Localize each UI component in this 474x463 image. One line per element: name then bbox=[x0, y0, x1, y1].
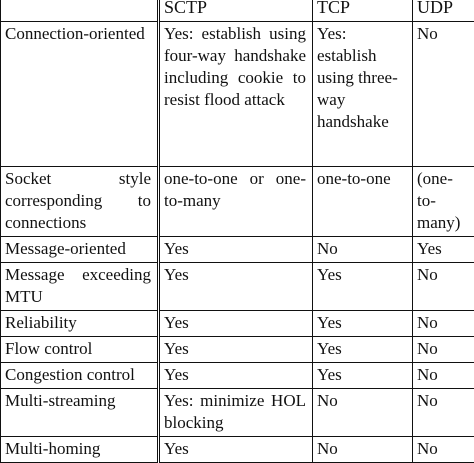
table-row bbox=[1, 263, 474, 311]
tcp-cell: No bbox=[313, 389, 413, 437]
feature-cell: Multi-homing bbox=[1, 437, 159, 463]
feature-cell: Reliability bbox=[1, 311, 159, 337]
sctp-cell: Yes bbox=[159, 263, 313, 311]
table-row bbox=[1, 237, 474, 263]
udp-cell: No bbox=[413, 337, 474, 363]
sctp-cell: Yes bbox=[159, 363, 313, 389]
udp-cell: No bbox=[413, 22, 474, 167]
tcp-cell: No bbox=[313, 237, 413, 263]
table-row bbox=[1, 337, 474, 363]
sctp-cell: Yes bbox=[159, 337, 313, 363]
udp-cell: No bbox=[413, 311, 474, 337]
table-row bbox=[1, 389, 474, 437]
header-udp: UDP bbox=[413, 0, 474, 22]
header-row bbox=[1, 0, 474, 22]
feature-cell: Message-oriented bbox=[1, 237, 159, 263]
sctp-cell: Yes: minimize HOL blocking bbox=[159, 389, 313, 437]
header-tcp: TCP bbox=[313, 0, 413, 22]
tcp-cell: one-to-one bbox=[313, 167, 413, 237]
feature-cell: Congestion control bbox=[1, 363, 159, 389]
sctp-cell: Yes: establish using four-way handshake including cookie to resist flood attack bbox=[159, 22, 313, 167]
tcp-cell: Yes bbox=[313, 337, 413, 363]
table-row bbox=[1, 167, 474, 237]
udp-cell: No bbox=[413, 389, 474, 437]
header-sctp: SCTP bbox=[159, 0, 313, 22]
udp-cell: (one-to-many) bbox=[413, 167, 474, 237]
feature-cell: Socket style corresponding to connections bbox=[1, 167, 159, 237]
udp-cell: No bbox=[413, 437, 474, 463]
feature-cell: Multi-streaming bbox=[1, 389, 159, 437]
header-feature bbox=[1, 0, 159, 22]
sctp-cell: Yes bbox=[159, 437, 313, 463]
tcp-cell: No bbox=[313, 437, 413, 463]
udp-cell: Yes bbox=[413, 237, 474, 263]
table-row bbox=[1, 363, 474, 389]
sctp-cell: Yes bbox=[159, 237, 313, 263]
sctp-cell: one-to-one or one-to-many bbox=[159, 167, 313, 237]
tcp-cell: Yes bbox=[313, 263, 413, 311]
table-row bbox=[1, 311, 474, 337]
table-row bbox=[1, 437, 474, 463]
table-row bbox=[1, 22, 474, 167]
feature-cell: Flow control bbox=[1, 337, 159, 363]
feature-cell: Message exceeding MTU bbox=[1, 263, 159, 311]
tcp-cell: Yes: establish using three-way handshake bbox=[313, 22, 413, 167]
tcp-cell: Yes bbox=[313, 311, 413, 337]
tcp-cell: Yes bbox=[313, 363, 413, 389]
udp-cell: No bbox=[413, 363, 474, 389]
feature-cell: Connection-oriented bbox=[1, 22, 159, 167]
sctp-cell: Yes bbox=[159, 311, 313, 337]
udp-cell: No bbox=[413, 263, 474, 311]
